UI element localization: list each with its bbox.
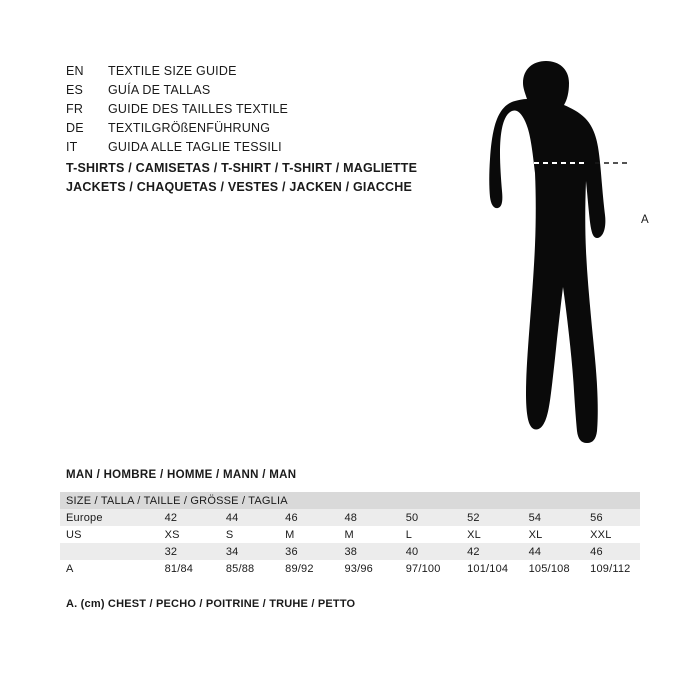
table-cell: 44 <box>225 511 239 524</box>
table-cell: 40 <box>405 545 419 558</box>
table-cell: 36 <box>285 545 298 558</box>
table-cell: XL <box>528 528 543 541</box>
table-cell: 34 <box>225 545 239 558</box>
table-cell: 101/104 <box>467 562 509 575</box>
table-row <box>60 560 640 577</box>
table-cell: 56 <box>590 511 603 524</box>
language-title: GUÍA DE TALLAS <box>108 83 211 97</box>
table-cell: 50 <box>405 511 419 524</box>
language-code: IT <box>66 140 78 154</box>
table-row <box>60 509 640 526</box>
table-cell: XS <box>164 528 180 541</box>
body-silhouette-figure <box>455 55 665 455</box>
language-code: EN <box>66 64 84 78</box>
measurement-footnote: A. (cm) CHEST / PECHO / POITRINE / TRUHE / PETTO <box>66 598 356 610</box>
table-cell: 89/92 <box>285 562 314 575</box>
table-cell: XL <box>467 528 481 541</box>
category-jackets: JACKETS / CHAQUETAS / VESTES / JACKEN / GIACCHE <box>66 180 413 194</box>
table-cell: 81/84 <box>164 562 194 575</box>
language-row <box>66 83 486 102</box>
table-row <box>60 543 640 560</box>
language-code: DE <box>66 121 84 135</box>
table-header-row <box>60 492 640 509</box>
language-title: TEXTILE SIZE GUIDE <box>108 64 237 78</box>
table-cell: 44 <box>528 545 542 558</box>
table-cell: 42 <box>164 511 178 524</box>
row-label: US <box>66 528 82 541</box>
garment-category-list <box>66 159 496 197</box>
language-row <box>66 121 486 140</box>
language-row <box>66 140 486 159</box>
table-cell: 52 <box>467 511 480 524</box>
table-cell: 42 <box>467 545 480 558</box>
size-table <box>60 492 640 577</box>
language-code: FR <box>66 102 84 116</box>
table-cell: L <box>405 528 413 541</box>
table-cell: XXL <box>590 528 612 541</box>
silhouette-icon <box>455 55 665 455</box>
measure-label-a: A <box>641 214 649 226</box>
table-cell: 38 <box>344 545 358 558</box>
language-list <box>66 64 486 159</box>
table-title: MAN / HOMBRE / HOMME / MANN / MAN <box>66 469 297 481</box>
table-header-cell: SIZE / TALLA / TAILLE / GRÖSSE / TAGLIA <box>66 494 288 507</box>
table-cell: 85/88 <box>225 562 255 575</box>
row-label: A <box>66 562 74 575</box>
table-cell: 46 <box>590 545 603 558</box>
category-tshirts: T-SHIRTS / CAMISETAS / T-SHIRT / T-SHIRT / MAGLIETTE <box>66 161 418 175</box>
table-cell: 32 <box>164 545 178 558</box>
row-label: Europe <box>66 511 103 524</box>
table-cell: S <box>225 528 234 541</box>
table-cell: 46 <box>285 511 298 524</box>
table-cell: 105/108 <box>528 562 570 575</box>
table-cell: 48 <box>344 511 358 524</box>
language-code: ES <box>66 83 84 97</box>
table-cell: 109/112 <box>590 562 631 575</box>
language-row <box>66 64 486 83</box>
language-title: GUIDE DES TAILLES TEXTILE <box>108 102 289 116</box>
table-cell: 97/100 <box>405 562 441 575</box>
language-row <box>66 102 486 121</box>
language-title: GUIDA ALLE TAGLIE TESSILI <box>108 140 282 154</box>
table-cell: M <box>344 528 354 541</box>
table-row <box>60 526 640 543</box>
table-cell: 93/96 <box>344 562 373 575</box>
table-cell: M <box>285 528 295 541</box>
row-label <box>60 543 165 560</box>
language-title: TEXTILGRÖßENFÜHRUNG <box>108 121 271 135</box>
table-cell: 54 <box>528 511 542 524</box>
